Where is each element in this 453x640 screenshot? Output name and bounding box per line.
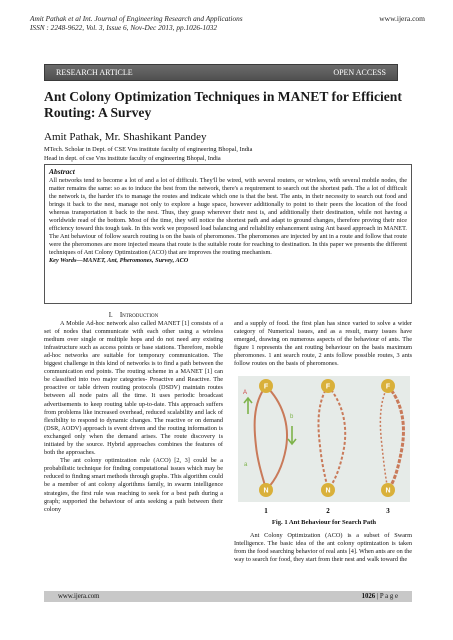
food-label: F	[385, 383, 391, 391]
page-label: | P a g e	[376, 593, 398, 600]
abstract-heading: Abstract	[49, 167, 75, 176]
journal-citation-line2: ISSN : 2248-9622, Vol. 3, Issue 6, Nov-Dec 2013, pp.1026-1032	[30, 23, 218, 32]
path-label-a: a	[244, 462, 248, 468]
page-number	[362, 591, 398, 602]
panel-label-1: 1	[264, 507, 268, 515]
journal-citation-line1: Amit Pathak et al Int. Journal of Engineering Research and Applications	[30, 14, 243, 23]
author-affiliations	[44, 146, 414, 163]
panel-label-2: 2	[326, 507, 330, 515]
panel-label-3: 3	[386, 507, 390, 515]
affiliation-line: MTech. Scholar in Dept. of CSE Vns institute faculty of engineering Bhopal, India	[44, 146, 253, 153]
path-label-upper: A	[243, 390, 248, 396]
paper-authors: Amit Pathak, Mr. Shashikant Pandey	[44, 131, 207, 143]
journal-url[interactable]: www.ijera.com	[379, 14, 425, 23]
research-article-label: RESEARCH ARTICLE	[56, 68, 133, 77]
page-footer	[44, 591, 412, 602]
left-column	[44, 311, 223, 514]
keywords-values: —MANET, Ant, Pheromones, Survey, ACO	[76, 256, 189, 264]
article-type-banner	[44, 64, 398, 81]
nest-label: N	[325, 487, 331, 495]
figure-caption: Fig. 1 Ant Behaviour for Search Path	[271, 519, 377, 526]
intro-paragraph-1: A Mobile Ad-hoc network also called MANET [1] consists of a set of nodes that communicate with each other using a wireless medium over single or multiple hops and do not need any existing infrastructure such as access points or base stations. Therefore, mobile ad-hoc networks are suitable for temporary communication. The biggest challenge in this kind of networks is to find a path between the communication end points. The routing scheme in a MANET [1] can be classified into two major categories- Proactive and Reactive. The proactive or table driven routing protocols (DSDV) maintain routes between all node pairs all the time. It uses periodic broadcast advertisements to keep routing table up-to-date. This approach suffers from problems like increased overhead, reduced scalability and lack of flexibility to respond to dynamic changes. The reactive or on demand (DSR, AODV) approach is event driven and the routing information is exchanged only when the demand arises. The route discovery is initiated by the source. Hybrid approaches combines the features of both the approaches.	[44, 319, 223, 457]
abstract-box	[44, 164, 412, 304]
aco-paragraph: Ant Colony Optimization (ACO) is a subset of Swarm Intelligence. The basic idea of the ant colony optimization is taken from the food searching behavior of real ants [4]. When ants are on the way to search for food, they start from their nest and walk toward the	[234, 532, 412, 564]
ant-behaviour-figure	[234, 374, 414, 516]
section-heading-introduction	[44, 311, 223, 319]
affiliation-line: Head in dept. of cse Vns institute faculty of engineering Bhopal, India	[44, 154, 221, 162]
section-title: Introduction	[119, 311, 159, 319]
keywords-label: Key Words	[49, 256, 77, 264]
food-label: F	[263, 383, 269, 391]
keywords-line	[49, 257, 407, 265]
nest-label: N	[385, 487, 391, 495]
section-numeral: I.	[108, 311, 113, 319]
intro-paragraph-continued: and a supply of food. the first plan has since varied to solve a wider category of Numerical issues, and as a result, many issues have emerged, drawing on numerous aspects of the behaviour of ants. The figure 1 represents the ant routing behaviour on the basis maximum pheromones. 1 ant search route, 2 ants follow possible routes, 3 ants follow routes on the basis of pheromones.	[234, 320, 412, 368]
paper-title: Ant Colony Optimization Techniques in MANET for Efficient Routing: A Survey	[44, 89, 402, 120]
abstract-text: All networks tend to become a lot of and a lot of difficult. They'll be wired, with several routers, or wireless, with several mobile nodes, the matter remains the same: so as to induce the best from the network, there's a requirement to search out the shortest path. The a lot of difficult the network is, the harder it's to manage the routes and indicate which one is that the best. The ants, in their necessity to search out food and brings it back to the nest, manage not only to explore a huge space, however additionally to point to their peers the location of the food whereas transportation it back to the nest. Thus, they grasp wherever their nest is, and additionally their destination, while not having a worldwide read of the bottom. Most of the time, they will notice the shortest path and adapt to ground changes, therefore proving their nice efficiency toward this tough task. In this work we proposed load balancing and reliability enhancement using Ant based approach in MANET. The Ant behaviour of follow search routing is on the basis of pheromones. The pheromones are injected by ant in a route and follow that route were the pheromones are more injected means that route is the suitable route for reaching to destination. In this paper we presents the different techniques of Ant Colony Optimization (ACO) that are improves the routing mechanism.	[49, 176, 407, 256]
right-column-bottom	[234, 532, 412, 564]
nest-label: N	[263, 487, 269, 495]
intro-paragraph-2: The ant colony optimization rule (ACO) [2, 3] could be a probabilistic technique for finding computational issues which may be reduced to finding smart methods through graphs. This algorithm could be a member of ant colony algorithms family, in swarm intelligence strategies, the first rule was reaching to seek for a best path during a graph; supported the behaviour of ants seeking a path between their colony	[44, 457, 223, 513]
journal-header	[30, 14, 425, 32]
page-number-value: 1026	[361, 593, 376, 600]
path-label-b: b	[290, 414, 294, 420]
footer-url[interactable]: www.ijera.com	[58, 593, 100, 600]
open-access-label: OPEN ACCESS	[333, 68, 386, 77]
food-label: F	[325, 383, 331, 391]
right-column-top	[234, 320, 412, 369]
